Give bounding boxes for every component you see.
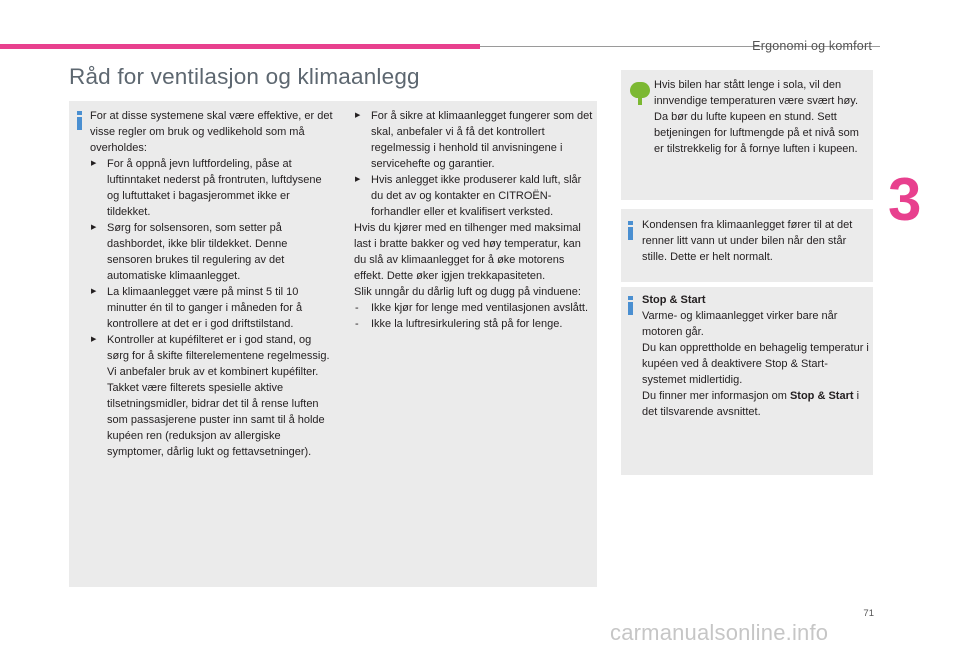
header-accent-bar xyxy=(0,44,480,49)
info-icon xyxy=(76,111,84,130)
list-item: - Ikke kjør for lenge med ventilasjonen avslått. xyxy=(354,300,594,316)
eco-tip-text: Hvis bilen har stått lenge i sola, vil den innvendige temperaturen være svært høy. Da bør du lufte kupeen en stund. Sett betjeningen for luftmengde på et nivå som er tilstrekkelig for å fornye luften i kupeen. xyxy=(654,79,859,155)
fog-paragraph: Slik unngår du dårlig luft og dugg på vinduene: xyxy=(354,286,581,298)
main-right-column xyxy=(354,108,594,332)
list-item: ▶ For å oppnå jevn luftfordeling, påse at luftinntaket nederst på frontruten, luftdysene og luftuttaket i bagasjerommet ikke er tildekket. xyxy=(90,156,333,220)
list-item: ▶ Hvis anlegget ikke produserer kald luft, slår du det av og kontakter en CITROËN-forhandler eller et kvalifisert verksted. xyxy=(354,172,594,220)
page-title: Råd for ventilasjon og klimaanlegg xyxy=(69,64,420,89)
eco-tip-panel xyxy=(621,70,873,200)
eco-tip-text-block xyxy=(654,77,866,157)
section-header: Ergonomi og komfort xyxy=(752,39,872,53)
tree-icon xyxy=(629,82,651,106)
stop-start-info-panel xyxy=(621,287,873,475)
stop-start-text-block xyxy=(642,292,870,420)
trailer-paragraph: Hvis du kjører med en tilhenger med maksimal last i bratte bakker og ved høy temperatur, kan du slå av klimaanlegget for å øke motorens effekt. Dette øker igjen trekkapasiteten. xyxy=(354,222,581,282)
condensation-info-panel xyxy=(621,209,873,282)
info-icon xyxy=(627,221,635,240)
condensation-text-block xyxy=(642,217,867,265)
stop-start-line: Du finner mer informasjon om Stop & Start i det tilsvarende avsnittet. xyxy=(642,390,860,418)
stop-start-title: Stop & Start xyxy=(642,294,706,306)
list-item: ▶ For å sikre at klimaanlegget fungerer som det skal, anbefaler vi å få det kontrollert regelmessig i henhold til anvisningene i servicehefte og garantier. xyxy=(354,108,594,172)
list-item: ▶ La klimaanlegget være på minst 5 til 10 minutter én til to ganger i måneden for å kontrollere at det er i god driftstilstand. xyxy=(90,284,333,332)
condensation-text: Kondensen fra klimaanlegget fører til at det renner litt vann ut under bilen når den står stille. Dette er helt normalt. xyxy=(642,219,853,263)
main-info-panel xyxy=(69,101,597,587)
stop-start-line: Du kan opprettholde en behagelig temperatur i kupéen ved å deaktivere Stop & Start-systemet midlertidig. xyxy=(642,342,869,386)
list-item: ▶ Kontroller at kupéfilteret er i god stand, og sørg for å skifte filterelementene regelmessig. Vi anbefaler bruk av et kombinert kupéfilter. Takket være filterets spesielle aktive tilsetningsmidler, bidrar det til å rense luften som passasjerene puster inn samt til å holde kupéen ren (reduksjon av allergiske symptomer, dårlig lukt og fettavsetninger). xyxy=(90,332,333,460)
info-icon xyxy=(627,296,635,315)
main-left-column xyxy=(90,108,333,460)
list-item: ▶ Sørg for solsensoren, som setter på dashbordet, ikke blir tildekket. Denne sensoren brukes til regulering av det automatiske klimaanlegget. xyxy=(90,220,333,284)
stop-start-line: Varme- og klimaanlegget virker bare når motoren går. xyxy=(642,310,838,338)
chapter-number: 3 xyxy=(888,166,922,233)
watermark: carmanualsonline.info xyxy=(610,620,829,645)
stop-start-reference: Stop & Start xyxy=(789,390,854,402)
page-number: 71 xyxy=(863,608,874,619)
list-item: - Ikke la luftresirkulering stå på for lenge. xyxy=(354,316,594,332)
intro-text: For at disse systemene skal være effektive, er det visse regler om bruk og vedlikehold som må overholdes: xyxy=(90,110,333,154)
